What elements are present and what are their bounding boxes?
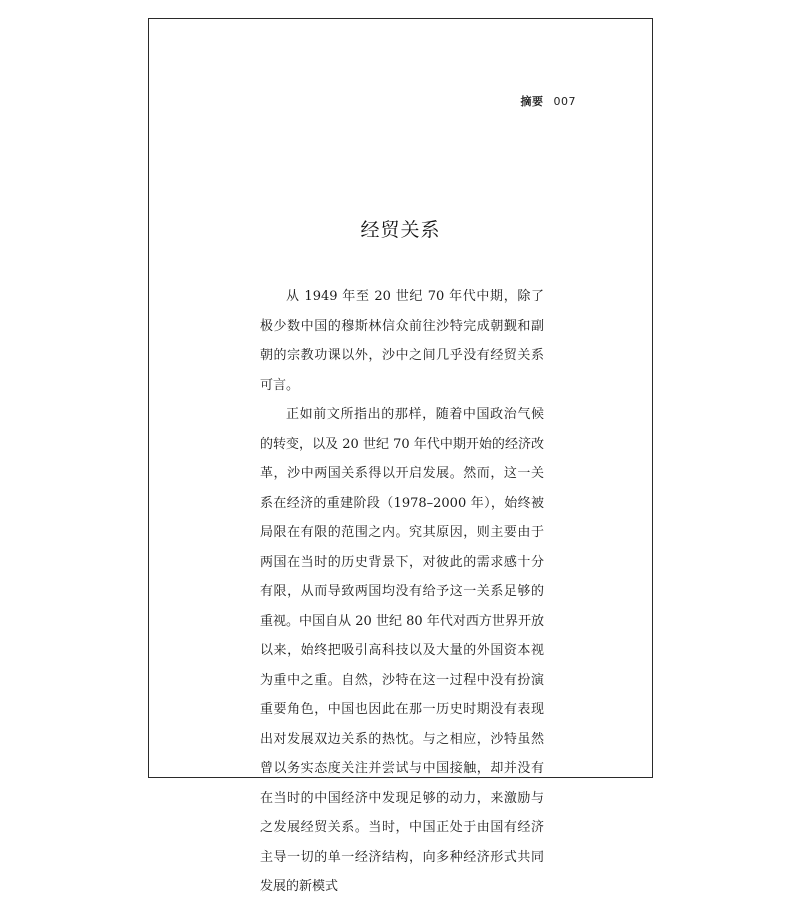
page-frame bbox=[148, 18, 653, 894]
running-header-title: 摘要 bbox=[520, 95, 544, 108]
body-text bbox=[260, 282, 544, 902]
running-header bbox=[521, 93, 577, 109]
paragraph-1: 从 1949 年至 20 世纪 70 年代中期，除了极少数中国的穆斯林信众前往沙特完成朝觐和副朝的宗教功课以外，沙中之间几乎没有经贸关系可言。 bbox=[260, 289, 544, 393]
chapter-title: 经贸关系 bbox=[360, 219, 441, 241]
paragraph-2: 正如前文所指出的那样，随着中国政治气候的转变，以及 20 世纪 70 年代中期开始的经济改革，沙中两国关系得以开启发展。然而，这一关系在经济的重建阶段（1978–2000 年），始终被局限在有限的范围之内。究其原因，则主要由于两国在当时的历史背景下，对彼此的需求感十分有限，从而导致两国均没有给予这一关系足够的重视。中国自从 20 世纪 80 年代对西方世界开放以来，始终把吸引高科技以及大量的外国资本视为重中之重。自然，沙特在这一过程中没有扮演重要角色，中国也因此在那一历史时期没有表现出对发展双边关系的热忱。与之相应，沙特虽然曾以务实态度关注并尝试与中国接触，却并没有在当时的中国经济中发现足够的动力，来激励与之发展经贸关系。当时，中国正处于由国有经济主导一切的单一经济结构，向多种经济形式共同发展的新模式 bbox=[260, 407, 544, 894]
page-number: 007 bbox=[553, 95, 576, 108]
